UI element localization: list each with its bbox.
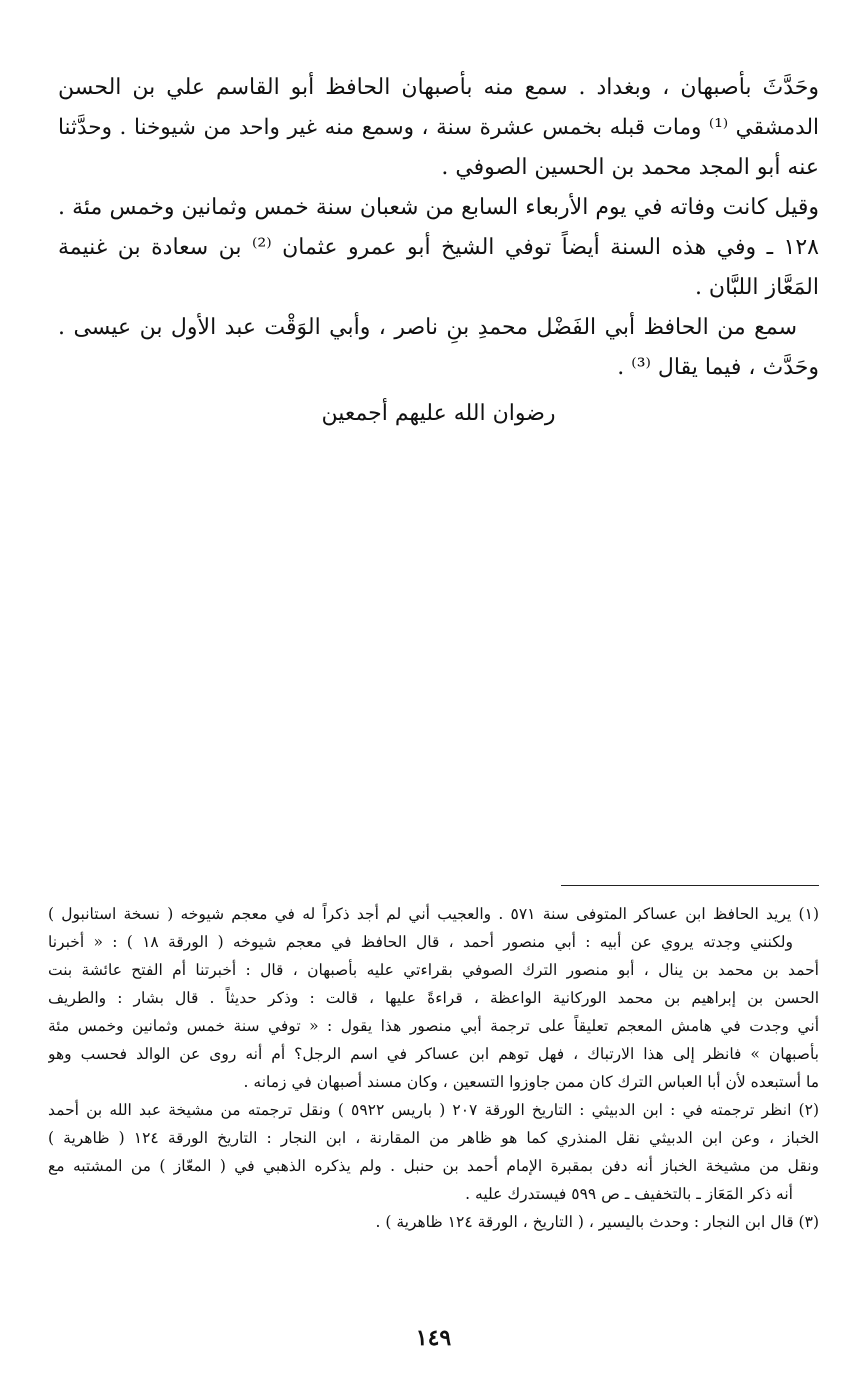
footnote-line: ولكنني وجدته يروي عن أبيه : أبي منصور أحمد ، قال الحافظ في معجم شيوخه ( الورقة ١٨ ) : « أخبرنا — [48, 933, 793, 951]
footnote-line: أحمد بن محمد بن ينال ، أبو منصور الترك الصوفي بقراءتي عليه بأصبهان ، قال : أخبرتنا أم الفتح عائشة بنت — [48, 961, 819, 979]
footnote-line: الخباز ، وعن ابن الدبيثي نقل المنذري كما هو ظاهر من المقارنة ، ابن النجار : التاريخ الورقة ١٢٤ ( ظاهرية ) — [48, 1129, 819, 1147]
footnote-line: بأصبهان » فانظر إلى هذا الارتباك ، فهل توهم ابن عساكر في اسم الرجل؟ أم أنه روى عن الوالد فحسب وهو — [48, 1045, 819, 1063]
main-line: عنه أبو المجد محمد بن الحسين الصوفي . — [441, 155, 819, 180]
page-number: ١٤٩ — [415, 1325, 452, 1351]
footnote-line: (٣) قال ابن النجار : وحدث باليسير ، ( التاريخ ، الورقة ١٢٤ ظاهرية ) . — [375, 1213, 819, 1231]
closing-phrase: رضوان الله عليهم أجمعين — [321, 401, 556, 426]
main-line: سمع من الحافظ أبي الفَضْل محمدِ بنِ ناصر ، وأبي الوَقْت عبد الأول بن عيسى . — [58, 315, 797, 340]
footnote-separator — [561, 885, 819, 886]
footnote-line: ما أستبعده لأن أبا العباس الترك كان ممن جاوزوا التسعين ، وكان مسند أصبهان في زمانه . — [243, 1073, 819, 1091]
footnote-line: أنه ذكر المَعَاز ـ بالتخفيف ـ ص ٥٩٩ فيستدرك عليه . — [465, 1185, 793, 1203]
main-line: المَعَّاز اللبَّان . — [694, 275, 819, 300]
footnote-line: (١) يريد الحافظ ابن عساكر المتوفى سنة ٥٧١ . والعجيب أني لم أجد ذكراً له في معجم شيوخه ( نسخة استانبول ) — [48, 905, 819, 923]
main-line: وحَدَّث ، فيما يقال ⁽³⁾ . — [617, 355, 819, 380]
footnote-line: أني وجدت في هامش المعجم تعليقاً على ترجمة أبي منصور هذا يقول : « توفي سنة خمس وثمانين وخمس مئة — [48, 1017, 819, 1035]
footnotes — [48, 900, 819, 1236]
footnote-line: (٢) انظر ترجمته في : ابن الدبيثي : التاريخ الورقة ٢٠٧ ( باريس ٥٩٢٢ ) ونقل ترجمته من مشيخة عبد الله بن أحمد — [48, 1101, 819, 1119]
main-line: وحَدَّثَ بأصبهان ، وبغداد . سمع منه بأصبهان الحافظ أبو القاسم علي بن الحسن — [58, 75, 819, 100]
footnote-line: الحسن بن إبراهيم بن محمد الوركانية الواعظة ، قراءةً عليها ، قالت : وذكر حديثاً . قال بشار : والطريف — [48, 989, 819, 1007]
entry-heading: ١٢٨ ـ وفي هذه السنة أيضاً توفي الشيخ أبو عمرو عثمان ⁽²⁾ بن سعادة بن غنيمة — [58, 235, 819, 260]
footnote-line: ونقل من مشيخة الخباز أنه دفن بمقبرة الإمام أحمد بن حنبل . ولم يذكره الذهبي في ( المعّاز ) من المشتبه مع — [48, 1157, 819, 1175]
main-line: الدمشقي ⁽¹⁾ ومات قبله بخمس عشرة سنة ، وسمع منه غير واحد من شيوخنا . وحدَّثنا — [58, 115, 819, 140]
main-text — [58, 68, 819, 434]
main-line: وقيل كانت وفاته في يوم الأربعاء السابع من شعبان سنة خمس وثمانين وخمس مئة . — [58, 195, 819, 220]
